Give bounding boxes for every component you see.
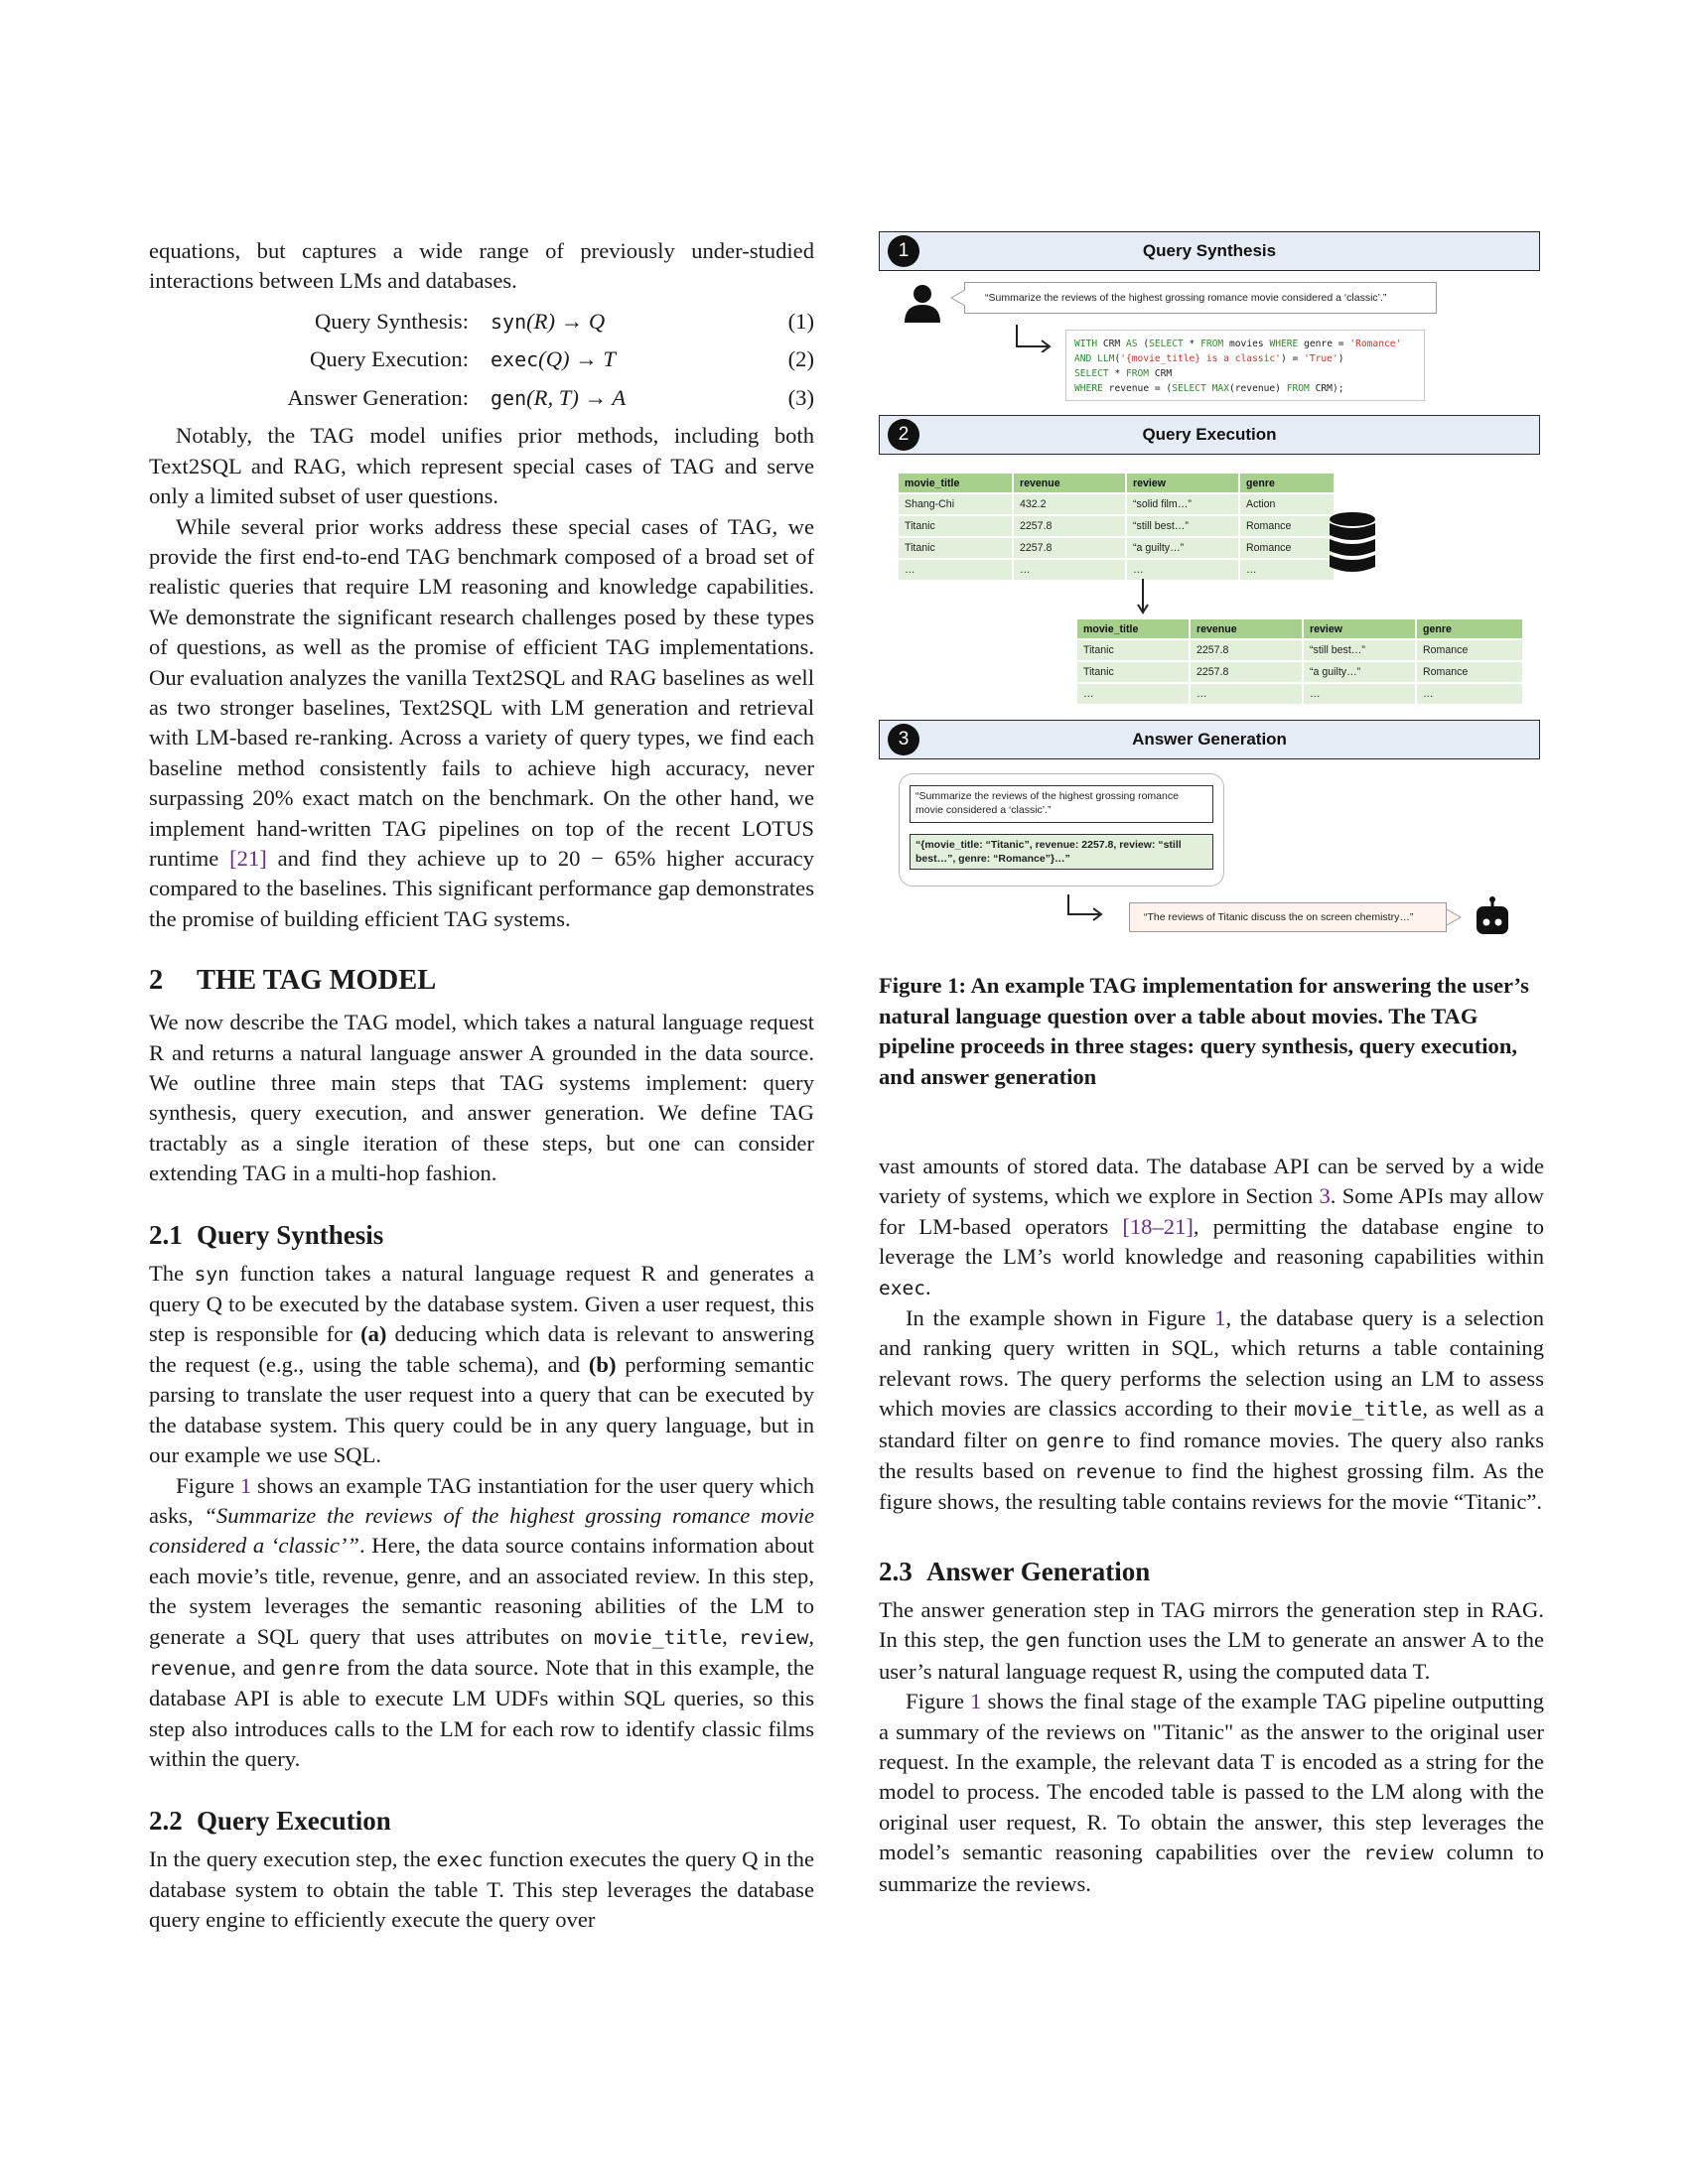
paragraph-answer-generation: The answer generation step in TAG mirrors the generation step in RAG. In this step, the gen function uses the LM to generate an answer A to the user’s natural language request R, using the computed data T. xyxy=(879,1596,1544,1684)
table-header: review xyxy=(1303,619,1416,639)
result-table xyxy=(1075,619,1522,704)
section-heading-2-1: 2.1 Query Synthesis xyxy=(149,1219,384,1250)
stage-number: 2 xyxy=(888,419,919,451)
table-header: review xyxy=(1126,474,1239,493)
table-header: genre xyxy=(1416,619,1522,639)
section-heading-2-3: 2.3 Answer Generation xyxy=(879,1556,1151,1586)
citation-link[interactable]: [18–21] xyxy=(1122,1213,1194,1239)
section-link[interactable]: 3 xyxy=(1319,1183,1331,1209)
table-header: movie_title xyxy=(898,474,1013,493)
equation-fn: exec xyxy=(491,347,539,372)
arrow-down-icon xyxy=(1136,579,1150,614)
arrow-corner-icon xyxy=(1014,323,1057,352)
table-row: Titanic 2257.8 “a guilty…” Romance xyxy=(1076,661,1522,683)
stage-title: Query Execution xyxy=(1142,425,1277,444)
left-column xyxy=(149,236,814,1936)
stage-number: 1 xyxy=(888,235,919,267)
bubble-tail xyxy=(1446,908,1462,926)
user-query-bubble: “Summarize the reviews of the highest grossing romance movie considered a ‘classic’.” xyxy=(964,282,1437,314)
stage-query-execution xyxy=(879,415,1540,455)
equation-args: (R, T) → A xyxy=(526,384,627,410)
equations-block xyxy=(149,303,814,418)
equation-label: Answer Generation: xyxy=(287,384,469,410)
paragraph-example-execution: In the example shown in Figure 1, the database query is a selection and ranking query written in SQL, which returns a table containing relevant rows. The query performs the selection using an LM to assess which movies are classics according to their movie_title, as well as a standard filter on genre to find romance movies. The query also ranks the results based on revenue to find the highest grossing film. As the figure shows, the resulting table contains reviews for the movie “Titanic”. xyxy=(879,1305,1545,1515)
stage-title: Query Synthesis xyxy=(1142,241,1277,260)
table-header: movie_title xyxy=(1076,619,1190,639)
database-icon xyxy=(1328,511,1377,575)
sql-line: AND LLM('{movie_title} is a classic') = 'True') xyxy=(1074,353,1344,364)
section-heading-2-2: 2.2 Query Execution xyxy=(149,1805,391,1836)
answer-bubble: “The reviews of Titanic discuss the on screen chemistry…” xyxy=(1129,902,1447,932)
paragraph-tag-model: We now describe the TAG model, which takes a natural language request R and returns a natural language answer A grounded in the data source. We outline three main steps that TAG systems implement: query synthesis, query execution, and answer generation. We define TAG tractably as a single iteration of these steps, but one can consider extending TAG in a multi-hop fashion. xyxy=(149,1010,814,1186)
equation-1 xyxy=(149,303,814,341)
table-header: revenue xyxy=(1013,474,1126,493)
equation-fn: gen xyxy=(491,385,527,410)
stage-title: Answer Generation xyxy=(1132,730,1287,749)
section-heading-2: 2 THE TAG MODEL xyxy=(149,965,437,997)
lm-prompt-box xyxy=(899,773,1224,887)
figure-link[interactable]: 1 xyxy=(970,1689,982,1714)
robot-icon xyxy=(1475,896,1510,936)
movies-table xyxy=(897,474,1334,580)
sql-line: WHERE revenue = (SELECT MAX(revenue) FROM CRM); xyxy=(1074,383,1344,394)
user-icon xyxy=(903,283,942,323)
equation-fn: syn xyxy=(491,309,527,334)
figure-link[interactable]: 1 xyxy=(239,1472,252,1498)
equation-number: (2) xyxy=(787,346,814,372)
figure-link[interactable]: 1 xyxy=(1214,1305,1226,1331)
stage-answer-generation xyxy=(879,720,1540,759)
paragraph-exec-function: In the query execution step, the exec function executes the query Q in the database system to obtain the table T. This step leverages the database query engine to efficiently execute the query over xyxy=(149,1845,814,1933)
prompt-data: “{movie_title: “Titanic”, revenue: 2257.8, review: “still best…”, genre: “Romance”}…” xyxy=(910,834,1213,870)
stage-number: 3 xyxy=(888,724,919,755)
paragraph-database-api: vast amounts of stored data. The database API can be served by a wide variety of systems, which we explore in Section 3. Some APIs may allow for LM-based operators [18–21], permitting the database engine to leverage the LM’s world knowledge and reasoning capabilities within exec. xyxy=(879,1154,1544,1299)
equation-args: (R) → Q xyxy=(526,308,606,334)
sql-line: WITH CRM AS (SELECT * FROM movies WHERE genre = 'Romance' xyxy=(1074,339,1402,349)
citation-link[interactable]: [21] xyxy=(229,846,267,871)
table-header: genre xyxy=(1239,474,1334,493)
arrow-corner-icon xyxy=(1065,892,1109,922)
figure-caption: Figure 1: An example TAG implementation for answering the user’s natural language question over a table about movies. The TAG pipeline proceeds in three stages: query synthesis, query execution, and answer generation xyxy=(879,973,1529,1089)
bubble-tail xyxy=(950,289,966,307)
table-header: revenue xyxy=(1190,619,1303,639)
equation-label: Query Synthesis: xyxy=(314,308,469,334)
equation-3 xyxy=(149,379,814,418)
prompt-query: “Summarize the reviews of the highest grossing romance movie considered a ‘classic’.” xyxy=(910,785,1213,823)
stage-query-synthesis xyxy=(879,231,1540,271)
equation-label: Query Execution: xyxy=(310,346,469,372)
table-row: Titanic 2257.8 “still best…” Romance xyxy=(898,515,1334,537)
paragraph-example-query: Figure 1 shows an example TAG instantiation for the user query which asks, “Summarize the reviews of the highest grossing romance movie considered a ‘classic’”. Here, the data source contains information about each movie’s title, revenue, genre, and an associated review. In this step, the system leverages the semantic reasoning abilities of the LM to generate a SQL query that uses attributes on movie_title, review, revenue, and genre from the data source. Note that in this example, the database API is able to execute LM UDFs within SQL queries, so this step also introduces calls to the LM for each row to identify classic films within the query. xyxy=(149,1472,815,1772)
equation-number: (3) xyxy=(787,384,814,410)
sql-line: SELECT * FROM CRM xyxy=(1074,368,1173,379)
right-column xyxy=(879,1152,1544,1899)
equation-args: (Q) → T xyxy=(538,346,616,372)
equation-2 xyxy=(149,341,814,379)
intro-paragraph: equations, but captures a wide range of previously under-studied interactions between LMs and databases. xyxy=(149,238,814,294)
table-row: … … … … xyxy=(898,559,1334,580)
paragraph-final-stage: Figure 1 shows the final stage of the example TAG pipeline outputting a summary of the reviews on "Titanic" as the answer to the original user request. In the example, the relevant data T is encoded as a string for the model to process. The encoded table is passed to the LM along with the original user request, R. To obtain the answer, this step leverages the model’s semantic reasoning capabilities over the review column to summarize the reviews. xyxy=(879,1689,1544,1896)
paragraph-tag-unifies: Notably, the TAG model unifies prior methods, including both Text2SQL and RAG, which represent special cases of TAG and serve only a limited subset of user questions. xyxy=(149,423,814,509)
table-row: … … … … xyxy=(1076,683,1522,704)
figure-1 xyxy=(879,231,1544,956)
table-row: Titanic 2257.8 “a guilty…” Romance xyxy=(898,537,1334,559)
table-row: Titanic 2257.8 “still best…” Romance xyxy=(1076,639,1522,661)
paragraph-benchmark: While several prior works address these special cases of TAG, we provide the first end-to-end TAG benchmark composed of a broad set of realistic queries that require LM reasoning and knowledge capabilities. We demonstrate the significant research challenges posed by these types of questions, as well as the promise of efficient TAG implementations. Our evaluation analyzes the vanilla Text2SQL and RAG baselines as well as two stronger baselines, Text2SQL with LM generation and retrieval with LM-based re-ranking. Across a variety of query types, we find each baseline method consistently fails to achieve high accuracy, never surpassing 20% exact match on the benchmark. On the other hand, we implement hand-written TAG pipelines on top of the recent LOTUS runtime [21] and find they achieve up to 20 − 65% higher accuracy compared to the baselines. This significant performance gap demonstrates the promise of building efficient TAG systems. xyxy=(149,513,814,931)
sql-query-box xyxy=(1065,330,1425,401)
table-row: Shang-Chi 432.2 “solid film…” Action xyxy=(898,493,1334,515)
equation-number: (1) xyxy=(787,308,814,334)
paragraph-syn-function: The syn function takes a natural language request R and generates a query Q to be executed by the database system. Given a user request, this step is responsible for (a) deducing which data is relevant to answering the request (e.g., using the table schema), and (b) performing semantic parsing to translate the user request into a query that can be executed by the database system. This query could be in any query language, but in our example we use SQL. xyxy=(149,1260,814,1468)
